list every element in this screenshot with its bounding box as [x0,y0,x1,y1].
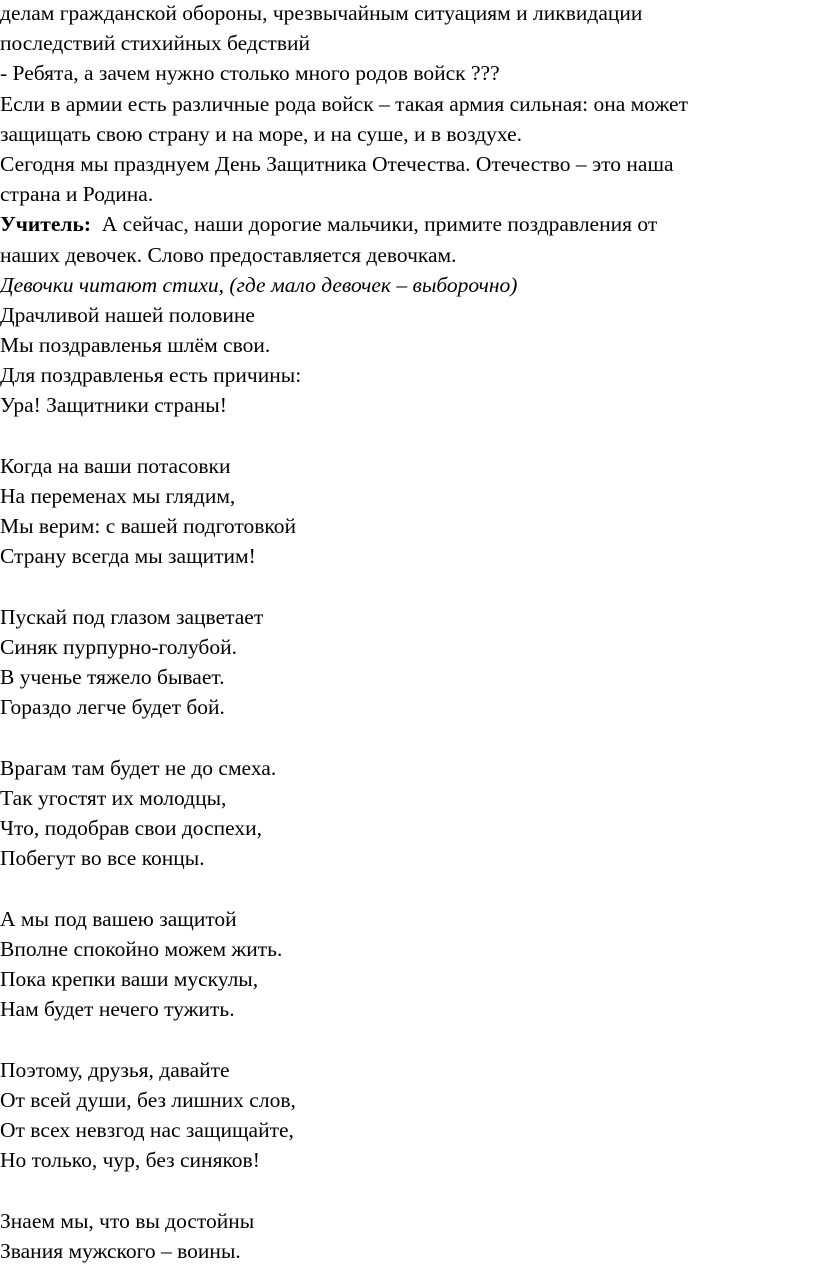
poem-line: Пускай под глазом зацветает [0,604,264,629]
stanza-gap [0,873,816,903]
poem-line: Когда на ваши потасовки [0,453,231,478]
poem-line: Побегут во все концы. [0,846,205,871]
poem-stanza [0,1055,816,1176]
poem-line: Для поздравленья есть причины: [0,363,302,388]
poem-line: Мы верим: с вашей подготовкой [0,514,296,539]
teacher-line [0,209,816,239]
poem [0,300,816,1266]
teacher-label: Учитель: [0,212,91,237]
poem-line: Вполне спокойно можем жить. [0,936,283,961]
intro-line: делам гражданской обороны, чрезвычайным ситуациям и ликвидации [0,1,643,25]
poem-stanza [0,300,816,421]
poem-stanza [0,1206,816,1266]
poem-line: Страну всегда мы защитим! [0,544,256,569]
poem-line: Синяк пурпурно-голубой. [0,634,238,659]
stage-direction: Девочки читают стихи, (где мало девочек – выборочно) [0,272,518,297]
poem-line: Знаем мы, что вы достойны [0,1208,255,1233]
poem-line: Поэтому, друзья, давайте [0,1057,230,1082]
poem-line: Драчливой нашей половине [0,302,255,327]
poem-line: Мы поздравленья шлём свои. [0,333,271,358]
poem-line: От всех невзгод нас защищайте, [0,1117,294,1142]
poem-stanza [0,451,816,572]
teacher-remark [0,209,816,269]
stanza-gap [0,1024,816,1054]
poem-line: Но только, чур, без синяков! [0,1148,260,1173]
poem-line: А мы под вашею защитой [0,906,237,931]
poem-line: Нам будет нечего тужить. [0,997,235,1022]
poem-line: Ура! Защитники страны! [0,393,227,418]
intro-line: - Ребята, а зачем нужно столько много родов войск ??? [0,61,500,86]
intro-line: Сегодня мы празднуем День Защитника Отечества. Отечество – это наша [0,151,674,176]
poem-line: Пока крепки ваши мускулы, [0,967,259,991]
stanza-gap [0,723,816,753]
poem-line: Гораздо легче будет бой. [0,695,225,720]
teacher-text: А сейчас, наши дорогие мальчики, примите поздравления от [91,212,658,237]
intro-line: страна и Родина. [0,182,154,207]
poem-line: Звания мужского – воины. [0,1238,241,1263]
poem-stanza [0,602,816,723]
stanza-gap [0,421,816,451]
poem-line: Что, подобрав свои доспехи, [0,816,263,841]
intro-line: последствий стихийных бедствий [0,31,310,56]
poem-line: Врагам там будет не до смеха. [0,755,277,780]
intro-section [0,0,816,209]
poem-line: На переменах мы глядим, [0,484,236,508]
teacher-line: наших девочек. Слово предоставляется девочкам. [0,242,457,267]
poem-stanza [0,753,816,874]
poem-stanza [0,904,816,1025]
stanza-gap [0,1175,816,1205]
intro-line: защищать свою страну и на море, и на суше, и в воздухе. [0,121,523,146]
poem-line: От всей души, без лишних слов, [0,1087,296,1112]
poem-line: Так угостят их молодцы, [0,785,227,810]
poem-line: В ученье тяжело бывает. [0,665,225,690]
intro-line: Если в армии есть различные рода войск – такая армия сильная: она может [0,91,688,116]
stanza-gap [0,572,816,602]
